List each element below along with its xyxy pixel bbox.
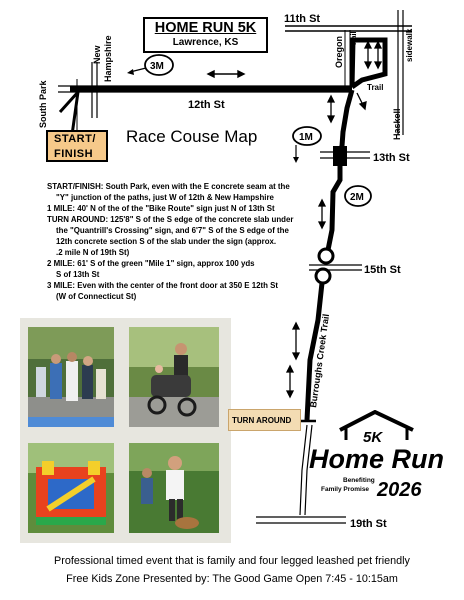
photo-collage [20,318,231,543]
route-13th-15th [326,166,340,256]
oregon-label: Oregon [334,35,344,68]
start-branch [60,92,78,135]
logo-benefiting: Benefiting [343,477,375,484]
direction-line: START/FINISH: South Park, even with the E concrete seam at the [47,182,290,191]
crossing-13th [333,146,347,166]
direction-line: 2 MILE: 61' S of the green "Mile 1" sign, approx 100 yds [47,259,255,268]
arrow-burroughs-2-icon [287,366,293,397]
street-11th-label: 11th St [284,13,321,25]
arrow-2m-icon [319,200,325,228]
photo-stroller-runner [129,327,219,427]
street-13th-label: 13th St [373,152,410,164]
roundabout-2 [316,269,330,283]
trail-label: Trail [367,83,384,92]
loop-arrow-icon [365,42,381,68]
direction-line: 3 MILE: Even with the center of the front door at 350 E 12th St [47,281,279,290]
finish-label: FINISH [54,148,94,160]
logo-family-promise: Family Promise [321,486,370,493]
street-15th-label: 15th St [364,264,401,276]
logo-year: 2026 [377,479,422,501]
photo-bounce-house [28,443,114,533]
haskell-label: Haskell [392,108,402,140]
south-park-label: South Park [38,80,48,128]
direction-line: 12th concrete section S of the slab under the sign (approx. [56,237,277,246]
logo-name: Home Run [309,444,444,474]
start-finish-label [46,130,108,162]
new-hampshire-label-1: New [92,45,102,64]
direction-line: TURN AROUND: 125'8" S of the S edge of the concrete slab under [47,215,294,224]
start-label: START/ [54,133,96,145]
direction-line: (W of Connecticut St) [56,292,137,301]
trail-arrow-icon [357,93,366,109]
house-roof-icon [340,412,413,430]
direction-line: "Y" junction of the paths, just W of 12th & New Hampshire [56,193,274,202]
footer-line-2: Free Kids Zone Presented by: The Good Game Open 7:45 - 10:15am [66,573,398,585]
mile-3-label: 3M [150,61,164,72]
direction-line: .2 mile N of 19th St) [56,248,130,257]
roundabout-1 [319,249,333,263]
title-box [143,17,268,53]
photo-runner-dog [129,443,219,533]
direction-line: S of 13th St [56,270,100,279]
mile-2-label: 2M [350,192,364,203]
new-hampshire-label-2: Hampshire [103,35,113,82]
logo-5k: 5K [363,429,383,446]
down-arrow-icon [328,96,334,122]
map-title: Race Couse Map [126,127,258,146]
arrow-12th-icon [208,71,244,77]
race-location: Lawrence, KS [172,37,239,48]
arrow-burroughs-1-icon [293,323,299,359]
photo-runners-start [28,327,114,427]
street-12th-label: 12th St [188,99,225,111]
direction-line: 1 MILE: 40' N of the of the "Bike Route" sign just N of 13th St [47,204,275,213]
course-directions [47,181,312,302]
sidewalk-label: sidewalk [405,28,414,62]
route-to-13th [339,90,352,152]
race-title: HOME RUN 5K [154,20,257,36]
home-run-logo [305,410,445,505]
footer-line-1: Professional timed event that is family and four legged leashed pet friendly [54,555,410,567]
mile-1-label: 1M [299,132,313,143]
direction-line: the "Quantrill's Crossing" sign, and 6'7" S of the S edge of the [56,226,289,235]
burroughs-label: Burroughs Creek Trail [308,313,332,409]
oregon-trail-label: Trail [351,31,358,46]
turn-around-label: TURN AROUND [228,409,301,431]
street-19th-label: 19th St [350,518,387,530]
